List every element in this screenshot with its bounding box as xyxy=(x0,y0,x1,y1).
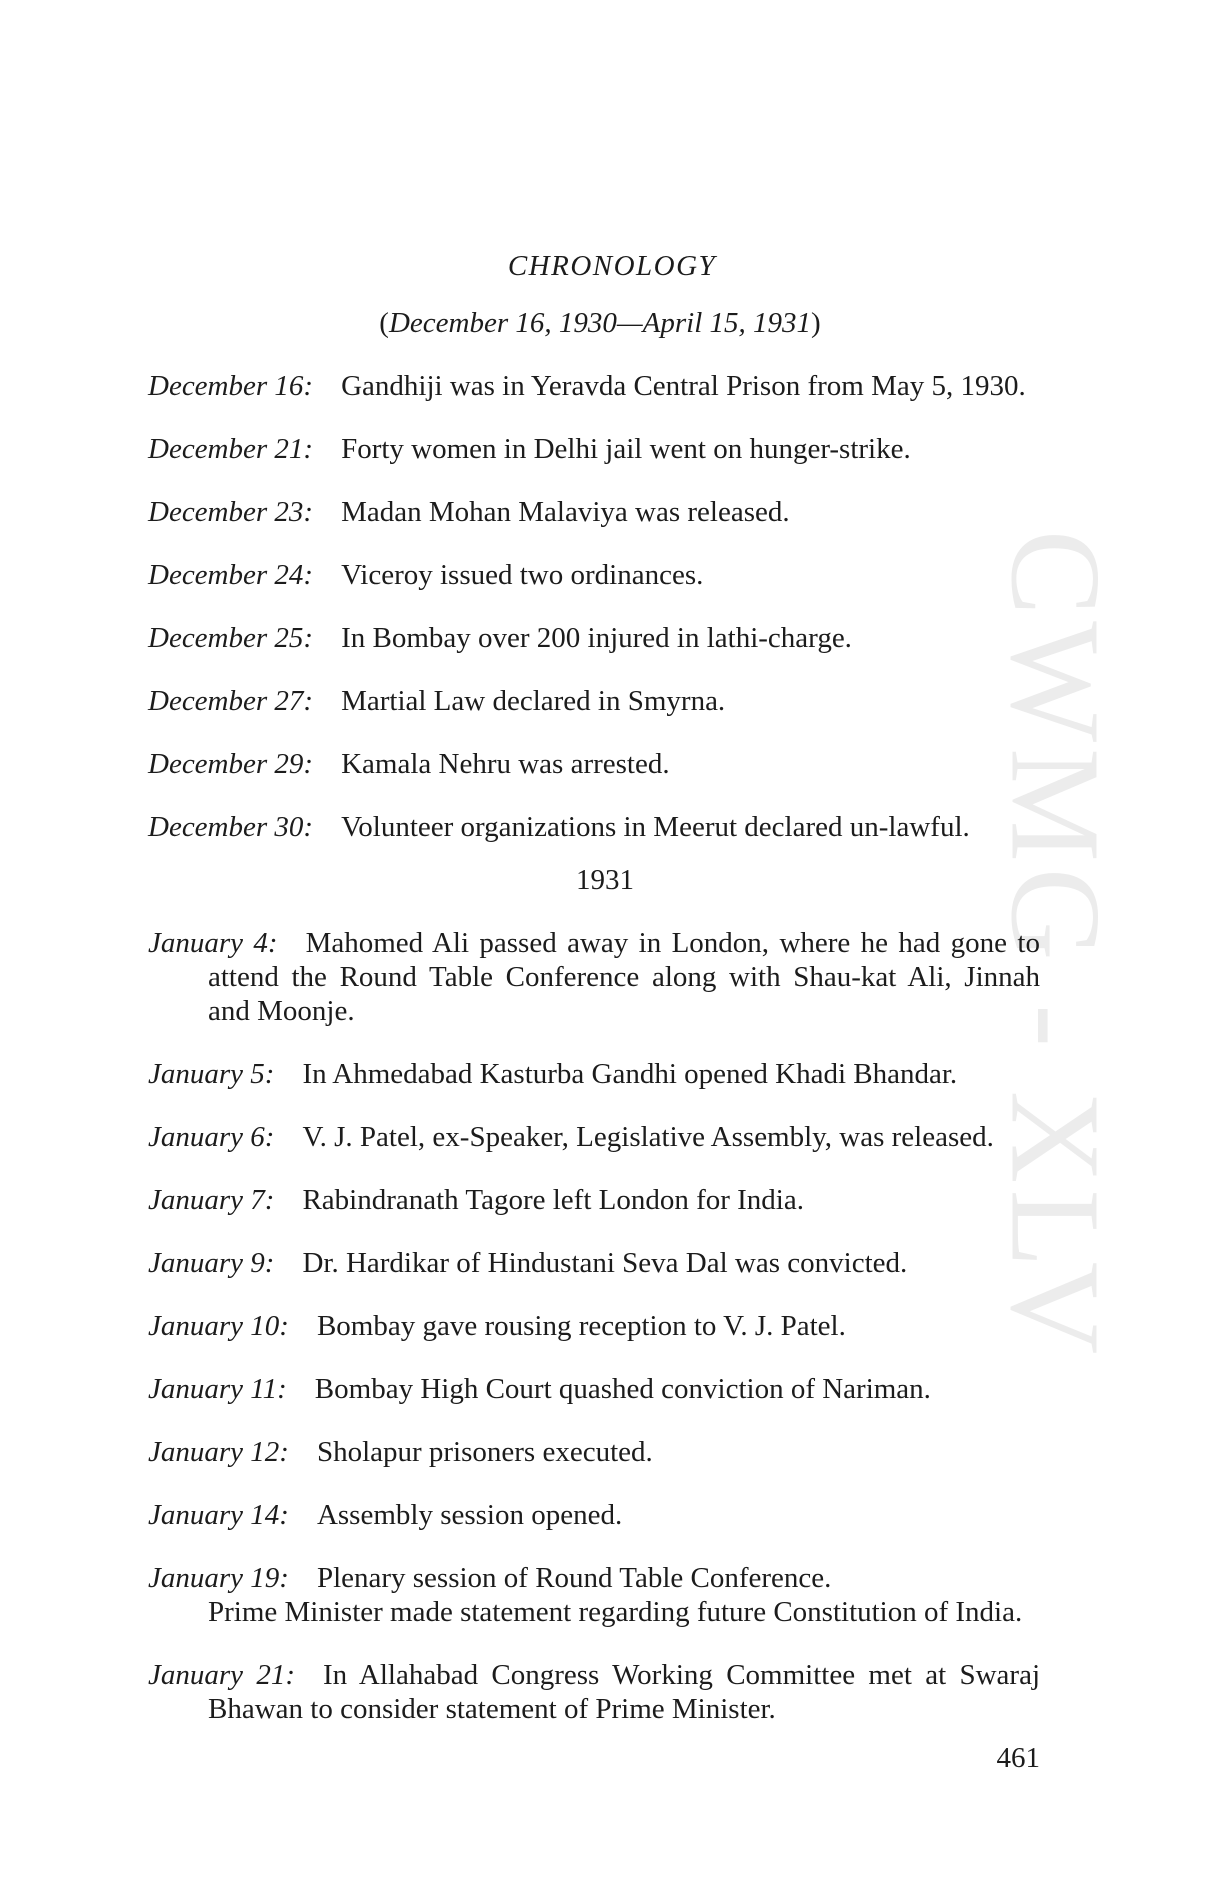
entry-text: Plenary session of Round Table Conference. xyxy=(316,1562,832,1594)
chronology-entry xyxy=(148,1435,1040,1469)
chronology-entry xyxy=(148,1561,1040,1629)
page-title: CHRONOLOGY xyxy=(507,250,717,282)
entry-date: January 19: xyxy=(148,1562,289,1594)
entry-extra-text: Prime Minister made statement regarding future Constitution of India. xyxy=(208,1596,1023,1628)
chronology-entry xyxy=(148,1498,1040,1532)
chronology-entry xyxy=(148,1246,1040,1280)
entry-date: December 21: xyxy=(148,433,314,465)
entry-date: December 24: xyxy=(148,559,314,591)
chronology-entry xyxy=(148,810,1040,844)
entry-date: January 6: xyxy=(148,1121,275,1153)
entry-text: Rabindranath Tagore left London for India. xyxy=(302,1184,804,1216)
subtitle-dash: — xyxy=(616,307,643,339)
year-heading: 1931 xyxy=(576,864,634,896)
watermark-text: CWMG - XLV xyxy=(984,529,1127,1361)
entry-date: December 30: xyxy=(148,811,314,843)
entry-date: December 29: xyxy=(148,748,314,780)
entry-text: Assembly session opened. xyxy=(316,1499,623,1531)
subtitle-start-year: 1930 xyxy=(558,307,617,339)
chronology-entry xyxy=(148,747,1040,781)
entry-text: Mahomed Ali passed away in London, where he had gone to attend the Round Table Conference along with Shau-kat Ali, Jinnah and Moonje. xyxy=(208,927,1040,1027)
date-range-subtitle xyxy=(148,307,1040,340)
entries-1930 xyxy=(148,369,1040,844)
entry-date: January 4: xyxy=(148,927,278,959)
entry-text: In Allahabad Congress Working Committee met at Swaraj Bhawan to consider statement of Prime Minister. xyxy=(208,1659,1040,1725)
entry-date: January 12: xyxy=(148,1436,289,1468)
entry-text: Viceroy issued two ordinances. xyxy=(341,559,704,591)
subtitle-close-paren: ) xyxy=(811,307,821,339)
chronology-entry xyxy=(148,558,1040,592)
entry-date: January 21: xyxy=(148,1659,296,1691)
entry-text: In Bombay over 200 injured in lathi-charge. xyxy=(341,622,852,654)
chronology-entry xyxy=(148,1183,1040,1217)
entry-date: January 10: xyxy=(148,1310,289,1342)
entry-date: January 14: xyxy=(148,1499,289,1531)
entry-text: Forty women in Delhi jail went on hunger-strike. xyxy=(341,433,911,465)
subtitle-start-date: December 16, xyxy=(388,307,552,339)
entry-date: January 11: xyxy=(148,1373,287,1405)
subtitle-end-year: 1931 xyxy=(753,307,812,339)
chronology-entry xyxy=(148,684,1040,718)
entry-text: Bombay gave rousing reception to V. J. Patel. xyxy=(316,1310,846,1342)
entry-date: December 16: xyxy=(148,370,314,402)
page-number: 461 xyxy=(996,1742,1040,1774)
entry-date: December 23: xyxy=(148,496,314,528)
entries-1931 xyxy=(148,926,1040,1726)
chronology-entry xyxy=(148,1120,1040,1154)
chronology-entry xyxy=(148,1372,1040,1406)
chronology-entry xyxy=(148,432,1040,466)
entry-date: January 7: xyxy=(148,1184,275,1216)
chronology-entry xyxy=(148,926,1040,1028)
entry-date: December 27: xyxy=(148,685,314,717)
entry-text: Kamala Nehru was arrested. xyxy=(341,748,670,780)
chronology-entry xyxy=(148,1658,1040,1726)
entry-text: Dr. Hardikar of Hindustani Seva Dal was convicted. xyxy=(302,1247,908,1279)
entry-text: Madan Mohan Malaviya was released. xyxy=(341,496,790,528)
subtitle-end-date: April 15, xyxy=(642,307,746,339)
entry-text: Martial Law declared in Smyrna. xyxy=(341,685,726,717)
entry-date: January 5: xyxy=(148,1058,275,1090)
entry-text: In Ahmedabad Kasturba Gandhi opened Khadi Bhandar. xyxy=(302,1058,958,1090)
entry-date: December 25: xyxy=(148,622,314,654)
entry-text: Gandhiji was in Yeravda Central Prison from May 5, 1930. xyxy=(341,370,1026,402)
chronology-entry xyxy=(148,1057,1040,1091)
subtitle-open-paren: ( xyxy=(379,307,389,339)
chronology-entry xyxy=(148,495,1040,529)
chronology-entry xyxy=(148,1309,1040,1343)
chronology-entry xyxy=(148,369,1040,403)
entry-text: Sholapur prisoners executed. xyxy=(316,1436,653,1468)
entry-text: V. J. Patel, ex-Speaker, Legislative Assembly, was released. xyxy=(302,1121,994,1153)
entry-date: January 9: xyxy=(148,1247,275,1279)
entry-text: Volunteer organizations in Meerut declared un-lawful. xyxy=(341,811,970,843)
page-content xyxy=(148,250,1040,1775)
entry-text: Bombay High Court quashed conviction of Nariman. xyxy=(314,1373,931,1405)
chronology-entry xyxy=(148,621,1040,655)
